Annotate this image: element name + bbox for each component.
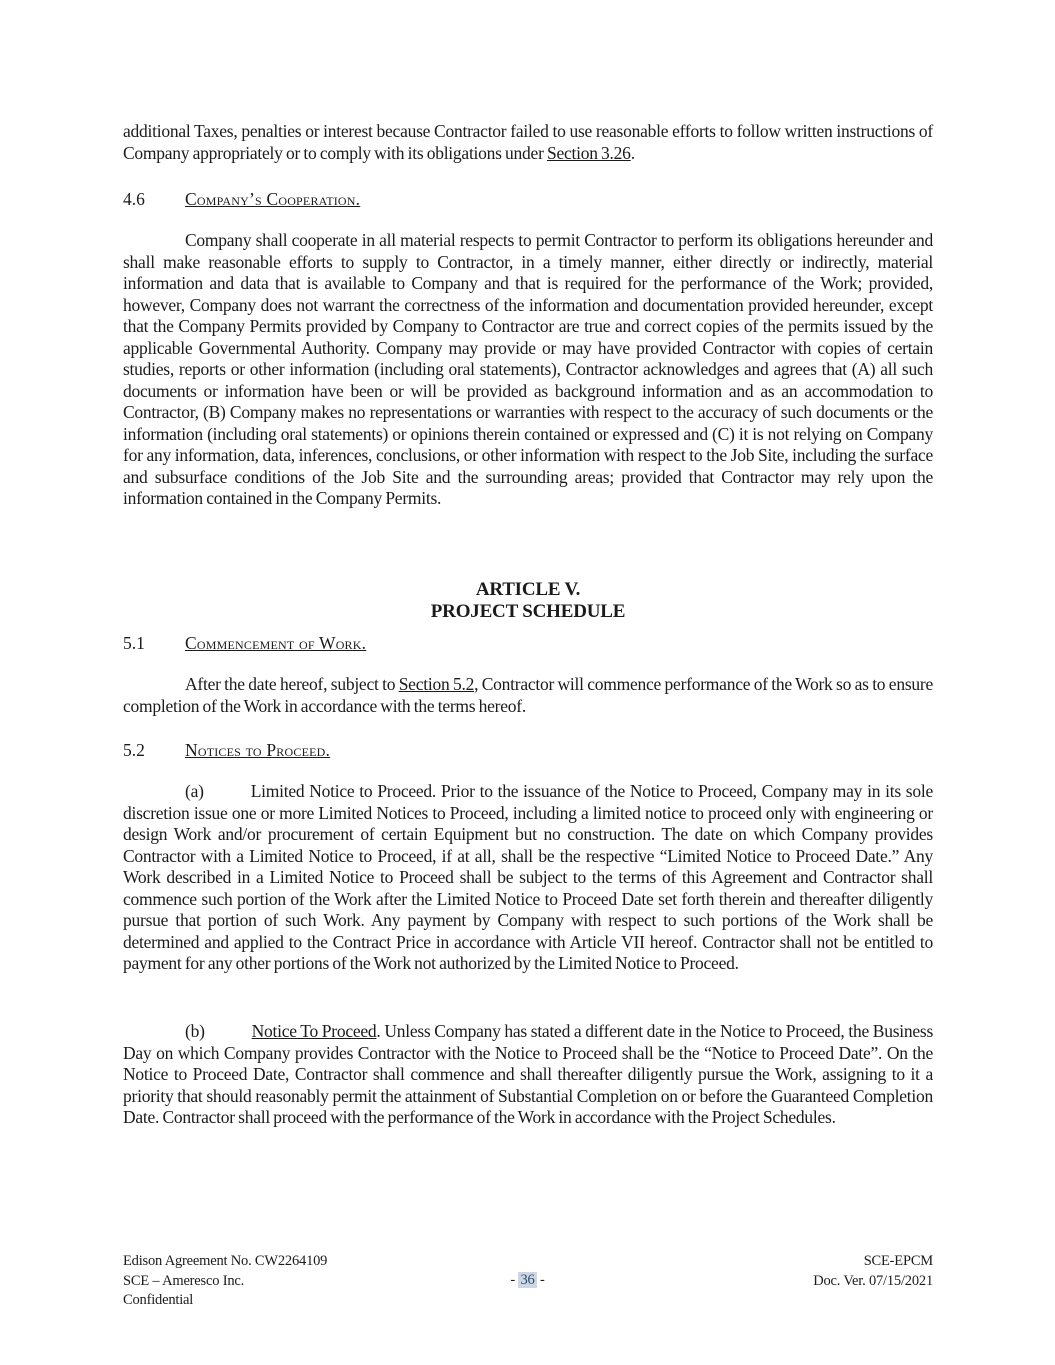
section-5-1-paragraph — [123, 674, 933, 717]
text-run: . — [630, 142, 635, 163]
text-run: , Contractor will commence performance of the Work so as to ensure completion of the Work in accordance with the terms hereof. — [123, 674, 933, 716]
list-marker-a: (a) — [185, 781, 204, 801]
list-marker-b: (b) — [185, 1021, 205, 1041]
footer-right — [123, 1252, 933, 1291]
footer-doc-type: SCE-EPCM — [863, 1253, 933, 1269]
notice-to-proceed-term: Notice To Proceed — [251, 1021, 377, 1041]
section-5-2-paragraph-a — [123, 781, 933, 975]
section-title: Commencement of Work. — [185, 633, 367, 653]
section-number: 5.2 — [123, 740, 145, 760]
text-run: . Unless Company has stated a different date in the Notice to Proceed, the Business Day on which Company provides Contractor with the Notice to Proceed shall be the “Notice to Proceed Date”. On the Notice to Proceed Date, Contractor shall commence and shall thereafter diligently pursue the Work, assigning to it a priority that should reasonably permit the attainment of Substantial Completion on or before the Guaranteed Completion Date. Contractor shall proceed with the performance of the Work in accordance with the Project Schedules. — [123, 1021, 934, 1127]
section-4-6-paragraph: Company shall cooperate in all material respects to permit Contractor to perform its obligations hereunder and shall make reasonable efforts to supply to Contractor, in a timely manner, either directly or indirectly, material information and data that is available to Company and that is required for the performance of the Work; provided, however, Company does not warrant the correctness of the information and documentation provided hereunder, except that the Company Permits provided by Company to Contractor are true and correct copies of the permits issued by the applicable Governmental Authority. Company may provide or may have provided Contractor with copies of certain studies, reports or other information (including oral statements), Contractor acknowledges and agrees that (A) all such documents or information have been or will be provided as background information and as an accommodation to Contractor, (B) Company makes no representations or warranties with respect to the accuracy of such documents or the information (including oral statements) or opinions therein contained or expressed and (C) it is not relying on Company for any information, data, inferences, conclusions, or other information with respect to the Job Site, including the surface and subsurface conditions of the Job Site and the surrounding areas; provided that Contractor may rely upon the information contained in the Company Permits. — [123, 230, 933, 508]
section-5-2-paragraph-b — [123, 1021, 933, 1129]
footer-parties: SCE – Ameresco Inc. — [123, 1272, 245, 1289]
footer-doc-version: Doc. Ver. 07/15/2021 — [813, 1272, 933, 1289]
section-title: Notices to Proceed. — [185, 740, 331, 760]
text-run: additional Taxes, penalties or interest because Contractor failed to use reasonable efforts to follow written instructions of Company appropriately or to comply with its obligations under — [123, 121, 933, 163]
text-run: - — [536, 1272, 545, 1288]
section-3-26-reference: Section 3.26 — [546, 142, 631, 163]
section-heading-4-6 — [123, 189, 933, 211]
footer-agreement-number: Edison Agreement No. CW2264109 — [123, 1253, 328, 1269]
text-run: After the date hereof, subject to — [185, 674, 399, 694]
section-5-2-reference: Section 5.2 — [398, 674, 475, 694]
article-number-line: ARTICLE V. — [475, 579, 581, 600]
section-title: Company’s Cooperation. — [185, 189, 361, 209]
section-number: 4.6 — [123, 189, 145, 209]
text-run: Limited Notice to Proceed. Prior to the issuance of the Notice to Proceed, Company may in its sole discretion issue one or more Limited Notices to Proceed, including a limited notice to proceed only with engineering or design Work and/or procurement of certain Equipment but no construction. The date on which Company provides Contractor with a Limited Notice to Proceed, if at all, shall be the respective “Limited Notice to Proceed Date.” Any Work described in a Limited Notice to Proceed shall be subject to the terms of this Agreement and Contractor shall commence such portion of the Work after the Limited Notice to Proceed Date set forth therein and thereafter diligently pursue that portion of such Work. Any payment by Company with respect to such portions of the Work shall be determined and applied to the Contract Price in accordance with Article VII hereof. Contractor shall not be entitled to payment for any other portions of the Work not authorized by the Limited Notice to Proceed. — [123, 781, 933, 973]
footer-confidential-label: Confidential — [123, 1292, 194, 1308]
section-number: 5.1 — [123, 633, 145, 653]
article-v-heading — [123, 579, 933, 623]
section-heading-5-2 — [123, 740, 933, 762]
text-run: - — [510, 1272, 519, 1288]
intro-paragraph — [123, 121, 933, 164]
section-heading-5-1 — [123, 633, 933, 655]
article-title-line: PROJECT SCHEDULE — [430, 601, 626, 622]
page-number-field: 36 — [520, 1272, 535, 1288]
